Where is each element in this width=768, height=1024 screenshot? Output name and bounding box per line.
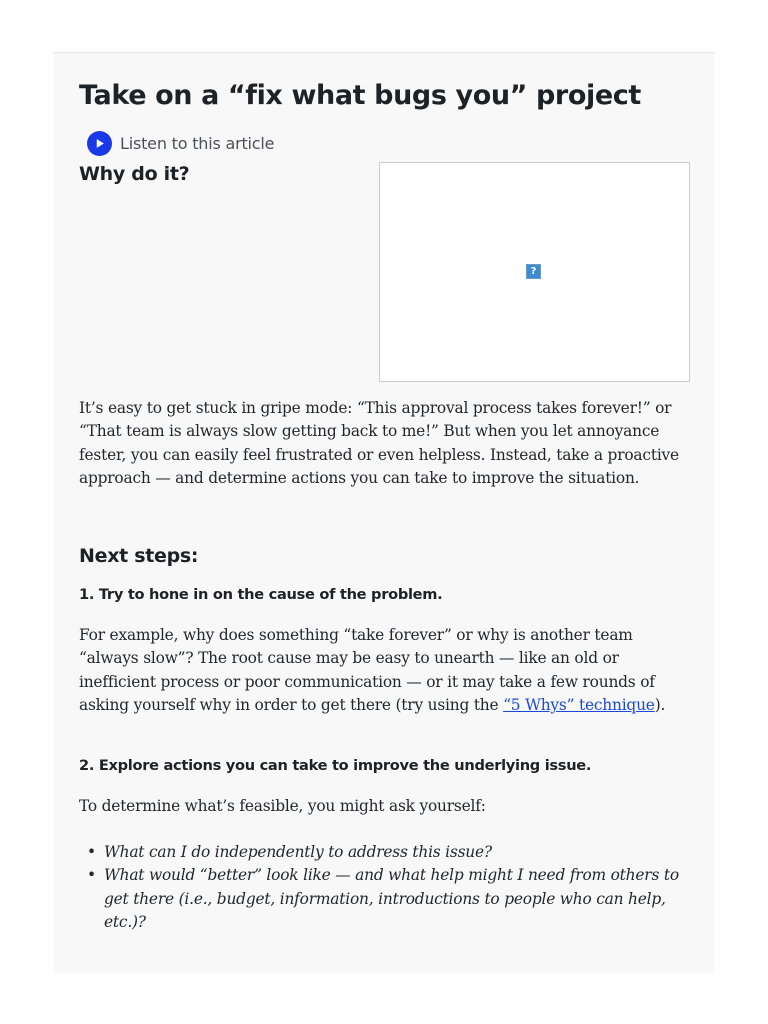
broken-image-icon: ? — [526, 264, 541, 279]
play-icon[interactable] — [87, 131, 112, 156]
list-item: • What would “better” look like — and what help might I need from others to get there (i.e., budget, information, introductions to people who can help, etc.)? — [104, 864, 691, 934]
step-1-heading: 1. Try to hone in on the cause of the problem. — [79, 586, 443, 603]
step-2-paragraph: To determine what’s feasible, you might ask yourself: — [79, 797, 486, 815]
list-item: • What can I do independently to address this issue? — [104, 841, 691, 864]
why-heading: Why do it? — [79, 163, 190, 185]
article-title: Take on a “fix what bugs you” project — [79, 80, 641, 111]
step-2-heading: 2. Explore actions you can take to improve the underlying issue. — [79, 757, 592, 774]
listen-label[interactable]: Listen to this article — [120, 133, 275, 153]
question-list — [79, 841, 691, 935]
step-1-text: For example, why does something “take forever” or why is another team “always slow”? The root cause may be easy to unearth — like an old or inefficient process or poor communication — or it may take a few rounds of asking yourself why in order to get there (try using the — [79, 626, 655, 715]
step-1-text-end: ). — [654, 696, 666, 715]
step-1-paragraph — [79, 624, 691, 718]
article-image — [379, 162, 690, 382]
next-steps-heading: Next steps: — [79, 545, 199, 567]
intro-paragraph: It’s easy to get stuck in gripe mode: “This approval process takes forever!” or “That team is always slow getting back to me!” But when you let annoyance fester, you can easily feel frustrated or even helpless. Instead, take a proactive approach — and determine actions you can take to improve the situation. — [79, 399, 679, 488]
listen-to-article-button[interactable] — [87, 130, 274, 156]
five-whys-link[interactable]: “5 Whys” technique — [503, 696, 655, 715]
